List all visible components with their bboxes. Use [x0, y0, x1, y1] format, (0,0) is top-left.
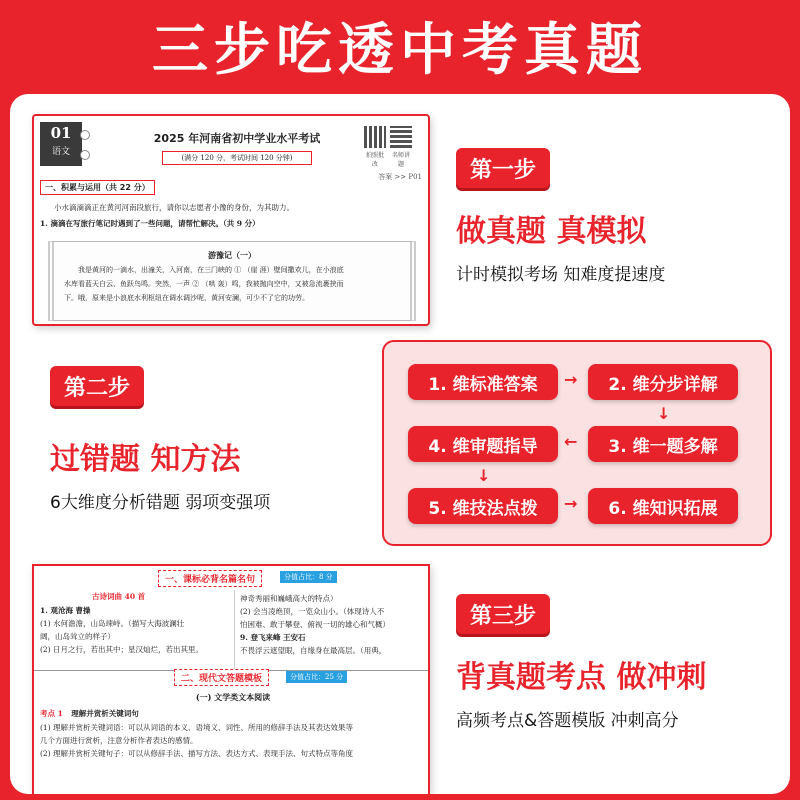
step3-subtitle: 高频考点&答题模版 冲刺高分: [456, 711, 679, 731]
poem-line: 怕困难、敢于攀登、俯视一切的雄心和气概）: [240, 620, 390, 629]
page-title: 三步吃透中考真题: [152, 18, 648, 83]
flow-step-step-by-step: 2. 维分步详解: [588, 364, 738, 400]
scroll-passage: [48, 241, 416, 321]
step3-heading: 背真题考点 做冲刺: [456, 660, 707, 695]
intro-line: 小水滴滴滴正在黄河河南段旅行，请你以志愿者小豫的身份，为其助力。: [54, 203, 294, 212]
left-column: [40, 604, 230, 656]
passage-body: [54, 261, 410, 307]
section-tag-recitation: 一、课标必背名篇名句: [158, 570, 262, 587]
flow-step-standard-answer: 1. 维标准答案: [408, 364, 558, 400]
body-line: (1) 理解并赏析关键词语：可以从词语的本义、语境义、词性、所用的修辞手法及其表达效果等: [40, 723, 354, 732]
step1-badge: 第一步: [456, 148, 550, 188]
flow-step-multiple-solutions: 3. 维一题多解: [588, 426, 738, 462]
exam-note: (满分 120 分，考试时间 120 分钟): [162, 151, 312, 165]
exam-paper-preview: [32, 114, 430, 326]
passage-line: 下。哦，原来是小浪底水利枢纽在调水调沙呢，黄河安澜，可少不了它的功劳。: [64, 294, 309, 302]
binder-ring-icon: [80, 150, 90, 160]
poem-line: (2) 会当凌绝顶，一览众山小。（体现诗人不: [240, 607, 385, 616]
qr-code-icon: [364, 126, 386, 148]
arrow-down-icon: ↓: [657, 404, 671, 423]
header-banner: [0, 0, 800, 92]
body-line: (2) 理解并赏析关键句子：可以从修辞手法、描写方法、表达方式、表现手法、句式特点等角度: [40, 749, 354, 758]
passage-line: 水库看蓝天白云、鱼跃鸟鸣。突然，一声 ② （哄 轰）鸣，我被抛向空中，又被急流裹挟而: [64, 280, 344, 288]
section-label: 一、积累与运用（共 22 分）: [40, 180, 155, 195]
qr-caption: 名师讲题: [391, 152, 410, 168]
section-tag-template: 二、现代文答题模板: [174, 669, 269, 686]
passage-line: 我是黄河的一滴水，出潼关，入河南，在三门峡的 ① （崖 涯）壁间撒欢儿，在小浪底: [78, 266, 344, 274]
point-heading: [40, 707, 139, 720]
step2-subtitle: 6大维度分析错题 弱项变强项: [50, 493, 271, 513]
score-share: 分值占比：8 分: [280, 571, 337, 583]
passage-title: 游豫记（一）: [208, 250, 256, 260]
content-panel: [10, 94, 790, 794]
body-line: 几个方面进行赏析，注意分析作者表达的感情。: [40, 736, 198, 745]
step3-badge: 第三步: [456, 594, 550, 634]
step2-badge: 第二步: [50, 366, 144, 406]
poem-entry: 9. 登飞来峰 王安石: [240, 633, 306, 642]
arrow-down-icon: ↓: [477, 466, 491, 485]
part-title: (一) 文学类文本阅读: [195, 692, 271, 702]
score-share: 分值占比：25 分: [286, 671, 347, 683]
arrow-left-icon: ←: [564, 432, 578, 451]
exam-title: 2025 年河南省初中学业水平考试: [153, 132, 321, 145]
question-line: 1. 滴滴在写旅行笔记时遇到了一些问题，请帮忙解决。（共 9 分）: [40, 219, 260, 228]
step1-heading: 做真题 真模拟: [456, 214, 647, 249]
arrow-right-icon: →: [564, 494, 578, 513]
step1-subtitle: 计时模拟考场 知难度提速度: [456, 265, 666, 285]
poem-entry: 1. 观沧海 曹操: [40, 606, 91, 615]
qr-code-icon: [390, 126, 412, 148]
step2-heading: 过错题 知方法: [50, 442, 241, 477]
binder-ring-icon: [80, 130, 90, 140]
paper-number: 01: [50, 124, 72, 142]
subsection-title: 古诗词曲 40 首: [92, 592, 146, 601]
arrow-right-icon: →: [564, 370, 578, 389]
right-column: [240, 592, 430, 657]
qr-caption: 拍照批改: [365, 152, 384, 168]
flow-step-knowledge-extension: 6. 维知识拓展: [588, 488, 738, 524]
point-label: 考点 1: [40, 709, 63, 718]
paper-tab: [40, 122, 82, 166]
answer-reference: 答案 >> P01: [378, 173, 422, 181]
analysis-flow: [382, 340, 772, 546]
column-divider: [234, 590, 235, 670]
poem-line: (2) 日月之行，若出其中；星汉灿烂，若出其里。: [40, 645, 204, 654]
point-body: [40, 721, 428, 760]
paper-subject: 语文: [51, 147, 70, 157]
poem-line: 不畏浮云遮望眼，自缘身在最高层。（用典，: [240, 646, 387, 655]
poem-line: (1) 水何澹澹，山岛竦峙。（描写大海波澜壮: [40, 619, 185, 628]
notes-preview: [32, 564, 430, 794]
flow-step-question-review: 4. 维审题指导: [408, 426, 558, 462]
point-title: 理解并赏析关键词句: [71, 709, 139, 718]
flow-step-technique-tips: 5. 维技法点拨: [408, 488, 558, 524]
poem-line: 神奇秀丽和巍峨高大的特点）: [240, 594, 338, 603]
poem-line: 阔，山岛耸立的样子）: [40, 632, 115, 641]
answer-template-page: [34, 670, 430, 794]
